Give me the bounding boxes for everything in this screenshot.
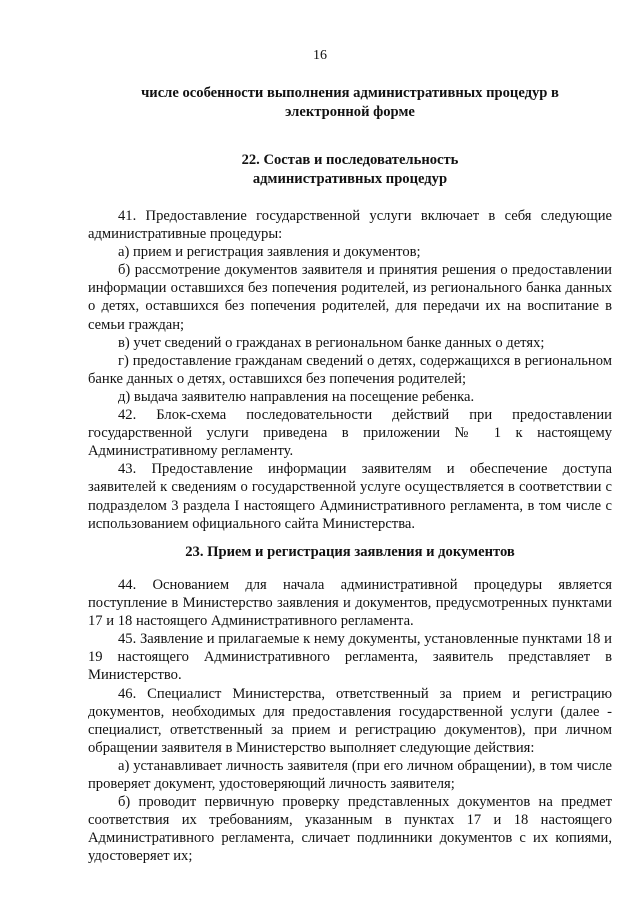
list-item-a: а) прием и регистрация заявления и документов; bbox=[118, 244, 421, 261]
paragraph-45: 45. Заявление и прилагаемые к нему документы, установленные пунктами 18 и 19 настоящего Административного регламента, заявитель представляет в Министерство. bbox=[88, 631, 612, 684]
list-item-b: б) проводит первичную проверку представленных документов на предмет соответствия их требованиям, указанным в пунктах 17 и 18 настоящего Административного регламента, сличает подлинники документов с их копиями, удостоверяет их; bbox=[88, 794, 612, 865]
paragraph-42: 42. Блок-схема последовательности действий при предоставлении государственной услуги приведена в приложении № 1 к настоящему Административному регламенту. bbox=[88, 407, 612, 460]
paragraph-43: 43. Предоставление информации заявителям и обеспечение доступа заявителей к сведениям о государственной услуге осуществляется в соответствии с подразделом 3 раздела I настоящего Административного регламента, в том числе с использованием официального сайта Министерства. bbox=[88, 461, 612, 532]
list-item-g: г) предоставление гражданам сведений о детях, содержащихся в региональном банке данных о детях, оставшихся без попечения родителей; bbox=[88, 352, 612, 387]
section-22-title-line: административных процедур bbox=[252, 170, 448, 187]
section-22-title-line: 22. Состав и последовательность bbox=[241, 152, 459, 168]
paragraph-46: 46. Специалист Министерства, ответственный за прием и регистрацию документов, необходимых для предоставления государственной услуги (далее - специалист, ответственный за прием и регистрацию документов), при личном обращении заявителя в Министерство выполняет следующие действия: bbox=[88, 685, 612, 756]
list-item-b: б) рассмотрение документов заявителя и принятия решения о предоставлении информации оставшихся без попечения родителей, из регионального банка данных о детях, оставшихся без попечения родителей, для передачи их на воспитание в семьи граждан; bbox=[88, 262, 612, 333]
list-item-a: а) устанавливает личность заявителя (при его личном обращении), в том числе проверяет документ, удостоверяющий личность заявителя; bbox=[88, 757, 612, 793]
section-22-body bbox=[88, 207, 612, 533]
list-item-d: д) выдача заявителю направления на посещение ребенка. bbox=[118, 388, 475, 405]
intro-heading-line: электронной форме bbox=[285, 103, 415, 120]
list-item-v: в) учет сведений о гражданах в региональном банке данных о детях; bbox=[118, 334, 545, 351]
section-23-body bbox=[88, 576, 612, 866]
page-number: 16 bbox=[313, 48, 327, 63]
section-23-title: 23. Прием и регистрация заявления и документов bbox=[185, 544, 515, 560]
paragraph-41: 41. Предоставление государственной услуги включает в себя следующие административные процедуры: bbox=[88, 208, 612, 243]
intro-heading bbox=[120, 84, 580, 121]
paragraph-44: 44. Основанием для начала административной процедуры является поступление в Министерство заявления и документов, предусмотренных пунктами 17 и 18 настоящего Административного регламента. bbox=[88, 577, 612, 630]
intro-heading-line: числе особенности выполнения административных процедур в bbox=[141, 85, 559, 101]
section-22-title bbox=[120, 151, 580, 188]
